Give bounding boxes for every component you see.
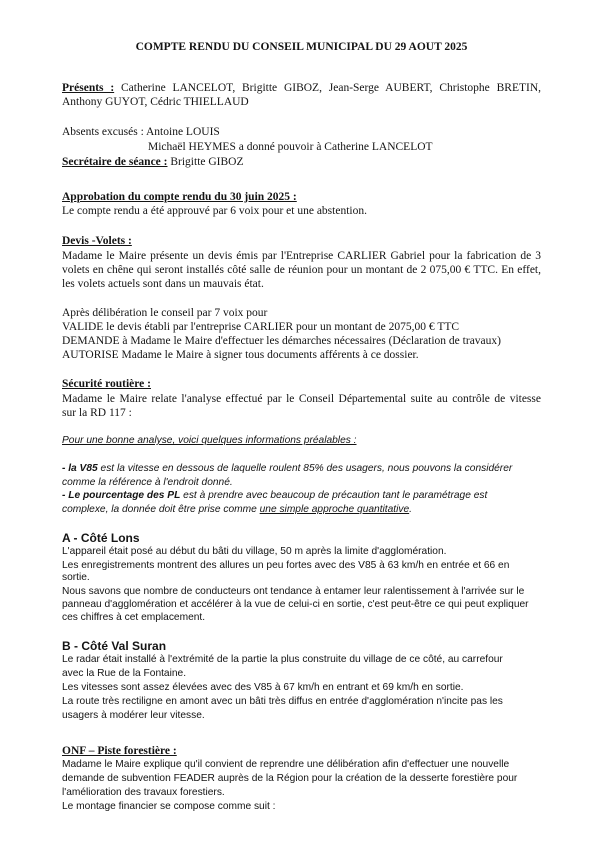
devis-decision: DEMANDE à Madame le Maire d'effectuer les démarches nécessaires (Déclaration de travaux) (62, 335, 501, 347)
present-line (62, 81, 541, 95)
secretary-line (62, 155, 244, 169)
side-lons-line: ces chiffres à cet emplacement. (62, 612, 206, 623)
note-v85-line (62, 462, 512, 476)
devis-decision: VALIDE le devis établi par l'entreprise CARLIER pour un montant de 2075,00 € TTC (62, 321, 460, 333)
note-pl-line-continued (62, 503, 412, 517)
onf-paragraph-line: demande de subvention FEADER auprès de la Région pour la création de la desserte forestière pour (62, 773, 518, 784)
present-label: Présents : (62, 82, 115, 94)
excused-absent: Absents excusés : Antoine LOUIS (62, 126, 220, 138)
approval-text: Le compte rendu a été approuvé par 6 voix pour et une abstention. (62, 205, 367, 217)
side-lons-line: L'appareil était posé au début du bâti du village, 50 m après la limite d'agglomération. (62, 546, 447, 557)
note-pl-end: . (409, 504, 412, 515)
side-lons-heading: A - Côté Lons (62, 531, 140, 545)
note-pl-underlined: une simple approche quantitative (259, 504, 410, 515)
side-lons-line: sortie. (62, 572, 90, 583)
side-lons-line: panneau d'agglomération et accélérer à la vue de celui-ci en sortie, c'est peut-être ce qui peut expliquer (62, 599, 529, 610)
onf-paragraph-line: l'amélioration des travaux forestiers. (62, 787, 225, 798)
onf-paragraph-line: Madame le Maire explique qu'il convient de reprendre une délibération afin d'effectuer une nouvelle (62, 759, 510, 770)
road-safety-paragraph-line: sur la RD 117 : (62, 407, 132, 419)
note-pl-text: est à prendre avec beaucoup de précaution tant le paramétrage est (183, 490, 488, 501)
secretary-name: Brigitte GIBOZ (170, 156, 244, 168)
onf-heading: ONF – Piste forestière : (62, 745, 177, 757)
document-title: COMPTE RENDU DU CONSEIL MUNICIPAL DU 29 AOUT 2025 (135, 41, 468, 53)
side-val-suran-line: Les vitesses sont assez élevées avec des V85 à 67 km/h en entrant et 69 km/h en sortie. (62, 682, 464, 693)
approval-heading: Approbation du compte rendu du 30 juin 2025 : (62, 191, 297, 203)
present-names-continued: Anthony GUYOT, Cédric THIELLAUD (62, 96, 249, 108)
side-lons-line: Les enregistrements montrent des allures un peu fortes avec des V85 à 63 km/h en entrée et 66 en (62, 560, 510, 571)
road-safety-heading: Sécurité routière : (62, 378, 151, 390)
devis-paragraph-line: les volets actuels sont dans un mauvais état. (62, 278, 264, 290)
analysis-intro: Pour une bonne analyse, voici quelques informations préalables : (62, 435, 357, 446)
road-safety-paragraph-line: Madame le Maire relate l'analyse effectué par le Conseil Départemental suite au contrôle de vitesse (62, 393, 541, 405)
side-val-suran-heading: B - Côté Val Suran (62, 639, 167, 653)
side-val-suran-line: avec la Rue de la Fontaine. (62, 668, 187, 679)
note-pl-text-continued: complexe, la donnée doit être prise comme (62, 504, 257, 515)
note-v85-text-continued: comme la référence à l'endroit donné. (62, 477, 233, 488)
secretary-label: Secrétaire de séance : (62, 156, 168, 168)
devis-paragraph-line: Madame le Maire présente un devis émis par l'Entreprise CARLIER Gabriel pour la fabrication de 3 (62, 250, 541, 262)
devis-paragraph-line: volets en chêne qui seront installés côté salle de réunion pour un montant de 2 075,00 € TTC. En effet, (62, 264, 541, 276)
proxy-note: Michaël HEYMES a donné pouvoir à Catherine LANCELOT (148, 141, 433, 153)
devis-heading: Devis -Volets : (62, 235, 132, 247)
side-val-suran-line: Le radar était installé à l'extrémité de la partie la plus construite du village de ce côté, au carrefour (62, 654, 503, 665)
devis-vote: Après délibération le conseil par 7 voix pour (62, 307, 268, 319)
side-val-suran-line: usagers à modérer leur vitesse. (62, 710, 205, 721)
note-pl-line (62, 489, 487, 503)
present-names: Catherine LANCELOT, Brigitte GIBOZ, Jean-Serge AUBERT, Christophe BRETIN, (120, 82, 542, 94)
note-v85-lead: - la V85 (62, 463, 98, 474)
side-val-suran-line: La route très rectiligne en amont avec un bâti très diffus en entrée d'agglomération n'incite pas les (62, 696, 503, 707)
onf-paragraph-line: Le montage financier se compose comme suit : (62, 801, 276, 812)
side-lons-line: Nous savons que nombre de conducteurs ont tendance à entamer leur ralentissement à l'arrivée sur le (62, 586, 525, 597)
devis-decision: AUTORISE Madame le Maire à signer tous documents afférents à ce dossier. (62, 349, 419, 361)
note-v85-text: est la vitesse en dessous de laquelle roulent 85% des usagers, nous pouvons la considérer (100, 463, 513, 474)
note-pl-lead: - Le pourcentage des PL (62, 490, 181, 501)
